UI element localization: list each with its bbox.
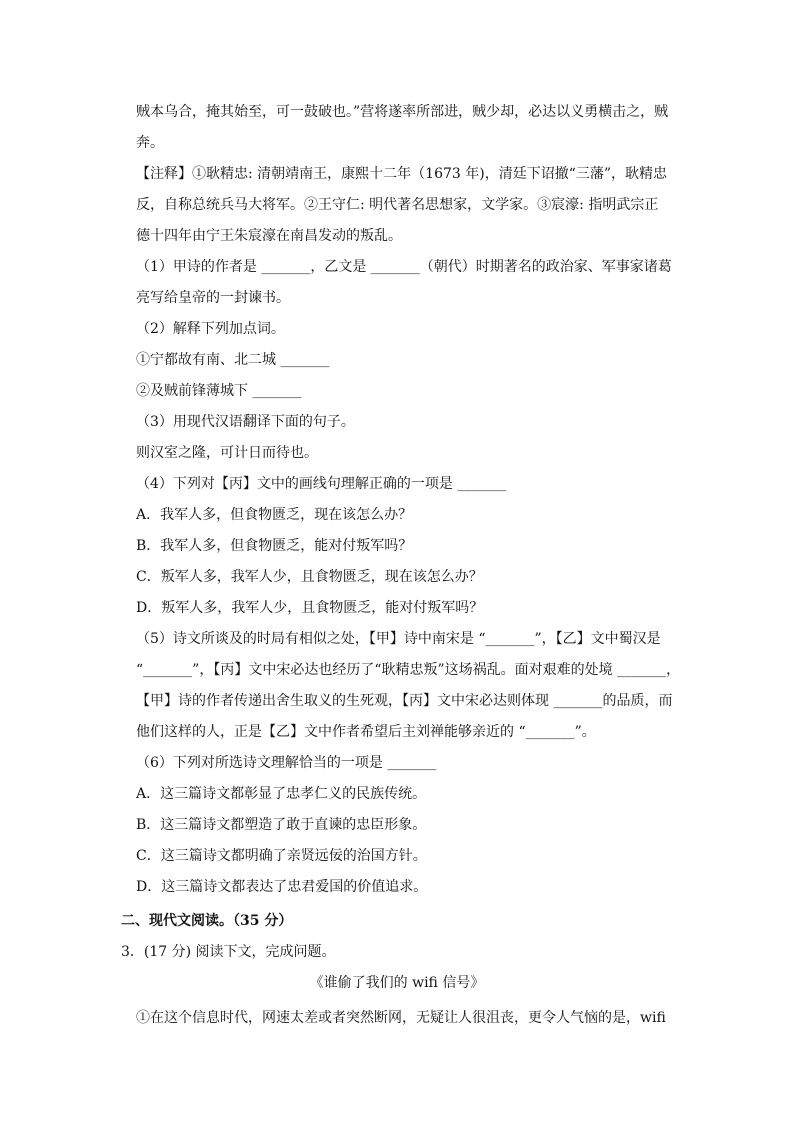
question-2-item-1: ①宁都故有南、北二城 _______ [136,352,330,368]
option-a: A．这三篇诗文都彰显了忠孝仁义的民族传统。 [136,786,427,802]
text-line: “_______”，【丙】文中宋必达也经历了“耿精忠叛”这场祸乱。面对艰难的处境 _______， [136,662,681,678]
question-3: （3）用现代汉语翻译下面的句子。 [136,414,355,430]
question-4: （4）下列对【丙】文中的画线句理解正确的一项是 _______ [136,476,507,492]
option-b: B．我军人多，但食物匮乏，能对付叛军吗？ [136,538,413,554]
text-line: 奔。 [136,135,164,151]
option-d: D．这三篇诗文都表达了忠君爱国的价值追求。 [136,879,428,895]
question-1: （1）甲诗的作者是 _______，乙文是 _______（朝代）时期著名的政治家、军事家诸葛 [136,259,672,275]
paragraph-1: ①在这个信息时代，网速太差或者突然断网，无疑让人很沮丧，更令人气恼的是，wifi [136,1010,666,1026]
question-6: （6）下列对所选诗文理解恰当的一项是 _______ [136,755,437,771]
option-c: C．叛军人多，我军人少，且食物匮乏，现在该怎么办？ [136,569,483,585]
question-heading: 3．(17 分) 阅读下文，完成问题。 [121,944,336,960]
option-c: C．这三篇诗文都明确了亲贤远佞的治国方针。 [136,848,427,864]
text-line: 贼本乌合，掩其始至，可一鼓破也。”营将遂率所部进，贼少却，必达以义勇横击之，贼 [136,104,669,120]
text-line: 反，自称总统兵马大将军。②王守仁: 明代著名思想家，文学家。③宸濠: 指明武宗正 [136,197,659,213]
article-title: 《谁偷了我们的 wifi 信号》 [309,975,485,991]
text-line: 他们这样的人，正是【乙】文中作者希望后主刘禅能够亲近的 “_______”。 [136,724,596,740]
text-line: 德十四年由宁王朱宸濠在南昌发动的叛乱。 [136,228,402,244]
annotation-line: 【注释】①耿精忠: 清朝靖南王，康熙十二年（1673 年)，清廷下诏撤“三藩”，耿精忠 [136,166,668,182]
question-2-item-2: ②及贼前锋薄城下 _______ [136,383,302,399]
question-2: （2）解释下列加点词。 [136,321,285,337]
option-a: A．我军人多，但食物匮乏，现在该怎么办？ [136,507,413,523]
option-b: B．这三篇诗文都塑造了敢于直谏的忠臣形象。 [136,817,427,833]
text-line: 【甲】诗的作者传递出舍生取义的生死观，【丙】文中宋必达则体现 _______的品质，而 [136,693,673,709]
question-3-sentence: 则汉室之隆，可计日而待也。 [136,445,318,461]
option-d: D．叛军人多，我军人少，且食物匮乏，能对付叛军吗？ [136,600,484,616]
question-5: （5）诗文所谈及的时局有相似之处，【甲】诗中南宋是 “_______”，【乙】文中蜀汉是 [136,631,661,647]
section-heading: 二、现代文阅读。（35 分） [121,913,293,929]
text-line: 亮写给皇帝的一封谏书。 [136,290,290,306]
